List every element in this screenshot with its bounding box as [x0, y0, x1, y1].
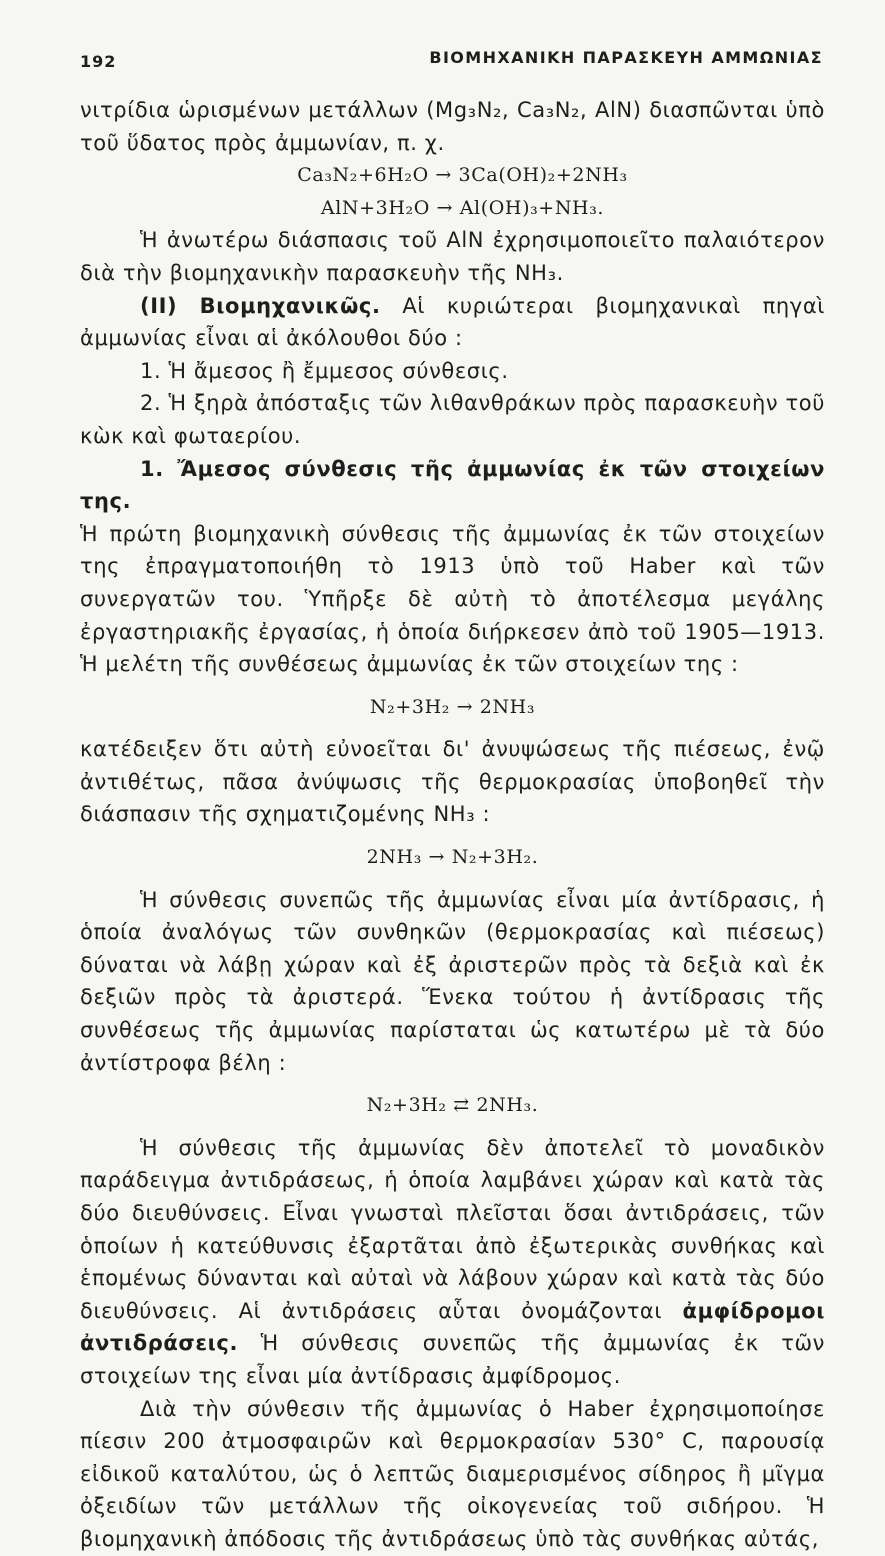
list-item: 2. Ἡ ξηρὰ ἀπόσταξις τῶν λιθανθράκων πρὸς παρασκευὴν τοῦ κὼκ καὶ φωταερίου.: [80, 391, 825, 448]
equation-synthesis: N₂+3H₂ → 2NH₃: [369, 695, 536, 718]
paragraph-haber-history: Ἡ πρώτη βιομηχανικὴ σύνθεσις τῆς ἀμμωνίας ἐκ τῶν στοιχείων της ἐπραγματοποιήθη τὸ 1913 ὑπὸ τοῦ Haber καὶ τῶν συνεργατῶν του. Ὑπῆρξε δὲ αὐτὴ τὸ ἀποτέλεσμα μεγάλης ἐργαστηριακῆς ἐργασίας, ἡ ὁποία διήρκεσεν ἀπὸ τοῦ 1905—1913. Ἡ μελέτη τῆς συνθέσεως ἀμμωνίας ἐκ τῶν στοιχείων της :: [80, 521, 825, 677]
amphidromic-term: ἀμφίδρομοι ἀντιδράσεις.: [80, 1298, 825, 1356]
amphidromic-text-a: Ἡ σύνθεσις τῆς ἀμμωνίας δὲν ἀποτελεῖ τὸ μοναδικὸν παράδειγμα ἀντιδράσεως, ἡ ὁποία λαμβάνει χώραν καὶ κατὰ τὰς δύο διευθύνσεις. Εἶναι γνωσταὶ πλεῖσται ὅσαι ἀντιδράσεις, τῶν ὁποίων ἡ κατεύθυνσις ἐξαρτᾶται ἀπὸ ἐξωτερικὰς συνθήκας καὶ ἑπομένως δύνανται καὶ αὐταὶ νὰ λάβουν χώραν καὶ κατὰ τὰς δύο διευθύνσεις. Αἱ ἀντιδράσεις αὗται ὀνομάζονται: [80, 1135, 825, 1323]
paragraph-industrial: [80, 290, 825, 355]
page-body: [80, 94, 825, 1556]
running-title: ΒΙΟΜΗΧΑΝΙΚΗ ΠΑΡΑΣΚΕΥΗ ΑΜΜΩΝΙΑΣ: [429, 48, 823, 67]
equation-aluminium-nitride: AlN+3H₂O → Al(OH)₃+NH₃.: [320, 196, 605, 219]
equation-equilibrium: N₂+3H₂ ⇄ 2NH₃.: [366, 1094, 539, 1117]
paragraph-amphidromic: [80, 1132, 825, 1393]
paragraph-nitrides: νιτρίδια ὡρισμένων μετάλλων (Mg₃N₂, Ca₃N₂, AlN) διασπῶνται ὑπὸ τοῦ ὕδατος πρὸς ἀμμωνίαν, π. χ.: [80, 98, 825, 155]
equation-decomposition: 2NH₃ → N₂+3H₂.: [366, 846, 539, 869]
industrial-heading: (II) Βιομηχανικῶς.: [140, 293, 381, 318]
paragraph-haber-conditions: Διὰ τὴν σύνθεσιν τῆς ἀμμωνίας ὁ Haber ἐχρησιμοποίησε πίεσιν 200 ἀτμοσφαιρῶν καὶ θερμοκρασίαν 530° C, παρουσίᾳ εἰδικοῦ καταλύτου, ὡς ὁ λεπτῶς διαμερισμένος σίδηρος ἢ μῖγμα ὀξειδίων τῶν μετάλλων τῆς οἰκογενείας τοῦ σιδήρου. Ἡ βιομηχανικὴ ἀπόδοσις τῆς ἀντιδράσεως ὑπὸ τὰς συνθήκας αὐτάς,: [80, 1396, 825, 1551]
page-number: 192: [80, 52, 117, 71]
paragraph-pressure: κατέδειξεν ὅτι αὐτὴ εὐνοεῖται δι' ἀνυψώσεως τῆς πιέσεως, ἐνῷ ἀντιθέτως, πᾶσα ἀνύψωσις τῆς θερμοκρασίας ὑποβοηθεῖ τὴν διάσπασιν τῆς σχηματιζομένης NH₃ :: [80, 737, 825, 827]
equation-calcium-nitride: Ca₃N₂+6H₂O → 3Ca(OH)₂+2NH₃: [297, 164, 628, 187]
list-item: 1. Ἡ ἄμεσος ἢ ἔμμεσος σύνθεσις.: [140, 358, 509, 383]
section-heading: 1. Ἄμεσος σύνθεσις τῆς ἀμμωνίας ἐκ τῶν στοιχείων της.: [80, 456, 825, 514]
amphidromic-text-b: Ἡ σύνθεσις συνεπῶς τῆς ἀμμωνίας ἐκ τῶν στοιχείων της εἶναι μία ἀντίδρασις ἀμφίδρομος.: [80, 1331, 825, 1388]
industrial-text: Αἱ κυριώτεραι βιομηχανικαὶ πηγαὶ ἀμμωνίας εἶναι αἱ ἀκόλουθοι δύο :: [80, 293, 825, 351]
paragraph-reversible: Ἡ σύνθεσις συνεπῶς τῆς ἀμμωνίας εἶναι μία ἀντίδρασις, ἡ ὁποία ἀναλόγως τῶν συνθηκῶν (θερμοκρασίας καὶ πιέσεως) δύναται νὰ λάβῃ χώραν καὶ ἐξ ἀριστερῶν πρὸς τὰ δεξιὰ καὶ ἐκ δεξιῶν πρὸς τὰ ἀριστερά. Ἕνεκα τούτου ἡ ἀντίδρασις τῆς συνθέσεως τῆς ἀμμωνίας παρίσταται ὡς κατωτέρω μὲ τὰ δύο ἀντίστροφα βέλη :: [80, 887, 825, 1075]
paragraph-aln-use: Ἡ ἀνωτέρω διάσπασις τοῦ AlN ἐχρησιμοποιεῖτο παλαιότερον διὰ τὴν βιομηχανικὴν παρασκευὴν τῆς NH₃.: [80, 228, 825, 285]
